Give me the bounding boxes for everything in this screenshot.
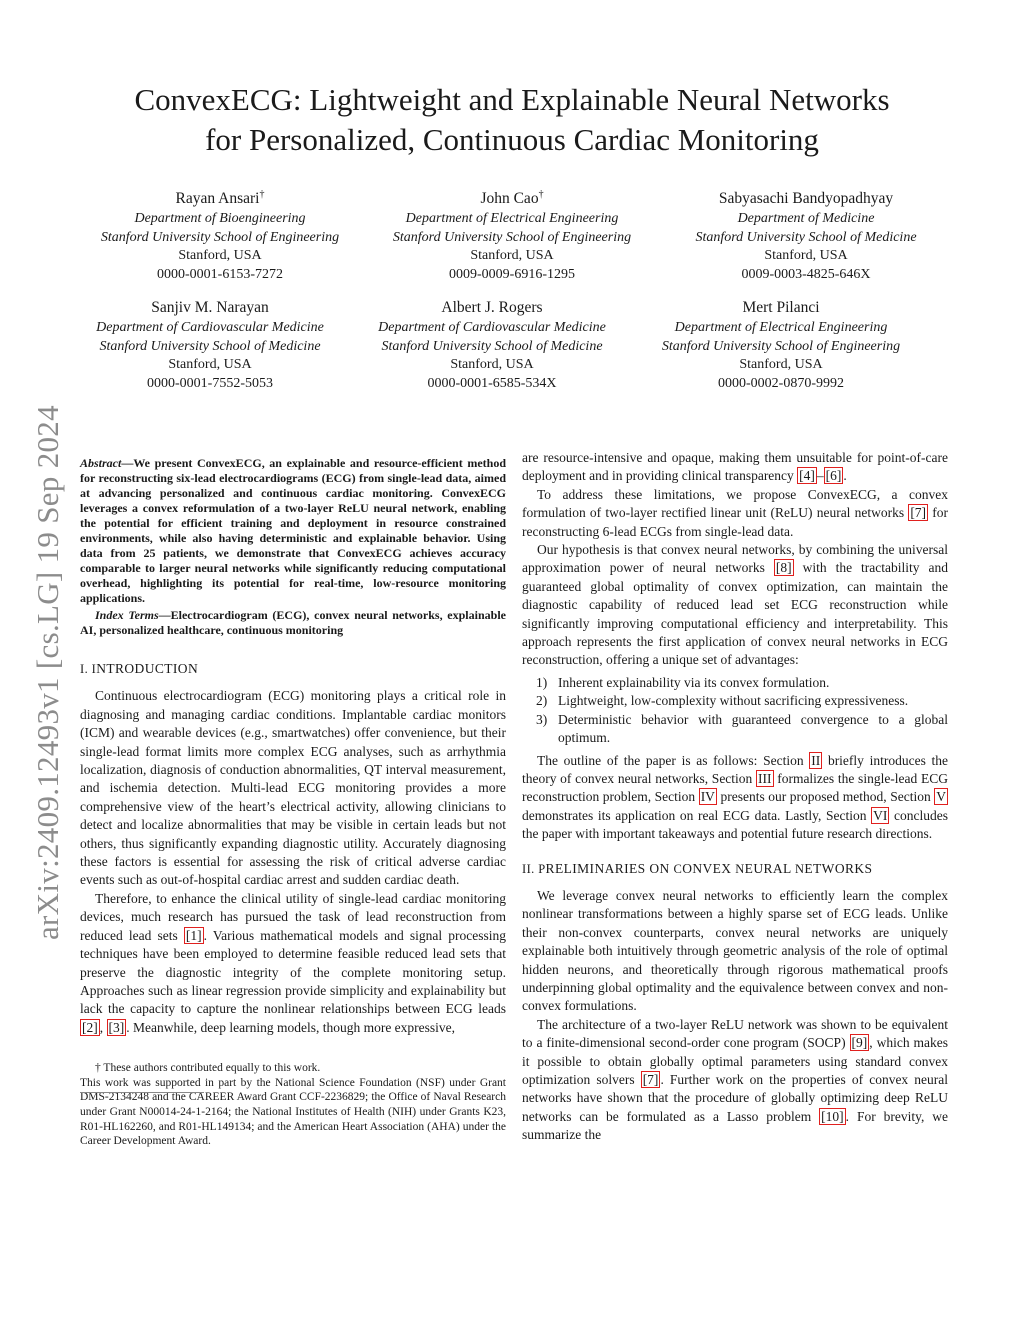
paragraph-text: presents our proposed method, Section bbox=[716, 789, 935, 805]
list-item bbox=[522, 711, 948, 748]
section-link-3[interactable]: III bbox=[758, 770, 772, 786]
author-department: Department of Bioengineering bbox=[134, 211, 306, 227]
title-line-1: ConvexECG: Lightweight and Explainable Neural Networks bbox=[134, 82, 890, 117]
author-location: Stanford, USA bbox=[450, 357, 534, 373]
right-column bbox=[522, 449, 948, 1145]
author-institution: Stanford University School of Medicine bbox=[381, 338, 603, 354]
abstract-label: Abstract bbox=[80, 456, 122, 470]
section-number: II. bbox=[522, 861, 539, 876]
separator: . bbox=[843, 468, 847, 484]
author-name: Mert Pilanci bbox=[742, 299, 820, 316]
author-institution: Stanford University School of Engineering bbox=[392, 229, 632, 245]
section-heading-preliminaries bbox=[522, 860, 948, 878]
author-orcid: 0009-0009-6916-1295 bbox=[449, 266, 575, 282]
paragraph-text: . Meanwhile, deep learning models, though more expressive, bbox=[126, 1019, 456, 1035]
author-location: Stanford, USA bbox=[470, 248, 554, 264]
right-paragraph-3 bbox=[522, 541, 948, 670]
paper-title bbox=[60, 80, 964, 160]
paragraph-text: are resource-intensive and opaque, making them unsuitable for point-of-care deployment and in providing clinical transparency bbox=[522, 450, 948, 484]
author-location: Stanford, USA bbox=[178, 248, 262, 264]
outline-paragraph bbox=[522, 752, 948, 844]
intro-paragraph-2 bbox=[80, 890, 506, 1037]
section-heading-introduction bbox=[80, 660, 506, 678]
title-line-2: for Personalized, Continuous Cardiac Monitoring bbox=[205, 122, 819, 157]
author-card bbox=[631, 297, 931, 393]
section-link-5[interactable]: V bbox=[936, 789, 946, 805]
citation-link-9[interactable]: [9] bbox=[851, 1035, 868, 1051]
paragraph-text: demonstrates its application on real ECG data. Lastly, Section bbox=[522, 807, 872, 823]
intro-paragraph-1: Continuous electrocardiogram (ECG) monitoring plays a critical role in diagnosing and managing cardiac conditions. Implantable cardiac monitors (ICM) and wearable devices (e.g., smartwatches) offer convenience, but their single-lead format limits more complex ECG analyses, such as arrhythmia localization, diagnosis of conduction abnormalities, QT interval measurement, and ischemia detection. Multi-lead ECG monitoring provides a more comprehensive view of the heart’s electrical activity, allowing clinicians to detect and localize abnormalities that may be visible in certain leads but not others, thus significantly expanding diagnostic utility. Accurately diagnosing these factors is essential for assessing the risk of critical adverse cardiac events such as out-of-hospital cardiac arrest and sudden cardiac death. bbox=[80, 688, 506, 888]
heading-initial: N bbox=[794, 861, 805, 876]
left-column bbox=[80, 456, 506, 1149]
paragraph-text: Our hypothesis is that convex neural networks, by combining the universal approximation power of neural networks bbox=[522, 542, 948, 576]
index-terms-text: —Electrocardiogram (ECG), convex neural networks, explainable AI, personalized healthcare, continuous monitoring bbox=[80, 608, 506, 637]
paragraph-text: for reconstructing 6-lead ECGs from single-lead data. bbox=[522, 505, 948, 539]
paragraph-text: Therefore, to enhance the clinical utility of single-lead cardiac monitoring devices, much research has pursued the task of lead reconstruction from reduced lead sets bbox=[80, 890, 506, 943]
list-number: 1) bbox=[536, 674, 548, 690]
paragraph-text: . For brevity, we summarize the bbox=[522, 1108, 948, 1143]
citation-link-2[interactable]: [2] bbox=[82, 1019, 98, 1035]
author-location: Stanford, USA bbox=[739, 357, 823, 373]
footnote-rule bbox=[80, 1092, 204, 1093]
section-link-2[interactable]: II bbox=[811, 752, 821, 768]
list-item bbox=[522, 692, 948, 710]
abstract bbox=[80, 456, 506, 606]
citation-link-8[interactable]: [8] bbox=[775, 560, 792, 576]
heading-initial: C bbox=[673, 861, 683, 876]
heading-initial: P bbox=[538, 861, 546, 876]
right-paragraph-2 bbox=[522, 486, 948, 541]
author-department: Department of Cardiovascular Medicine bbox=[96, 320, 324, 335]
heading-rest: EURAL bbox=[744, 860, 795, 876]
citation-link-10[interactable]: [10] bbox=[821, 1108, 844, 1124]
right-paragraph-1 bbox=[522, 449, 948, 486]
author-name: Albert J. Rogers bbox=[441, 299, 543, 316]
section-link-6[interactable]: VI bbox=[873, 807, 888, 823]
author-department: Department of Electrical Engineering bbox=[674, 320, 888, 335]
author-department: Department of Medicine bbox=[737, 211, 875, 227]
heading-rest: RELIMINARIES ON bbox=[545, 860, 674, 876]
author-name: Sanjiv M. Narayan bbox=[151, 299, 269, 316]
paragraph-text: formalizes the single-lead ECG reconstruction problem, Section bbox=[522, 770, 948, 805]
author-card bbox=[656, 184, 956, 285]
index-terms-label: Index Terms bbox=[95, 608, 159, 622]
author-name: John Cao bbox=[480, 190, 539, 208]
author-location: Stanford, USA bbox=[764, 248, 848, 264]
heading-rest: ETWORKS bbox=[804, 860, 873, 876]
list-text: Deterministic behavior with guaranteed convergence to a global optimum. bbox=[558, 711, 948, 746]
section-link-4[interactable]: IV bbox=[700, 789, 715, 805]
author-orcid: 0000-0002-0870-9992 bbox=[718, 375, 844, 391]
citation-link-7b[interactable]: [7] bbox=[642, 1072, 659, 1087]
author-institution: Stanford University School of Medicine bbox=[695, 229, 917, 245]
paragraph-text: with the tractability and guaranteed global optimality of convex optimization, can maintain the diagnostic capability of reduced lead set ECG reconstruction while significantly improving computational efficiency and interpretability. This approach represents the first application of convex neural networks in ECG reconstruction, offering a unique set of advantages: bbox=[522, 560, 949, 668]
heading-rest: ONVEX bbox=[682, 860, 736, 876]
separator: – bbox=[816, 468, 824, 484]
citation-link-1[interactable]: [1] bbox=[185, 927, 202, 943]
author-card bbox=[70, 184, 370, 285]
author-orcid: 0000-0001-6153-7272 bbox=[157, 266, 283, 282]
author-department: Department of Cardiovascular Medicine bbox=[378, 320, 606, 335]
list-number: 2) bbox=[536, 693, 548, 709]
paragraph-text: concludes the paper with important takeaways and potential future research directions. bbox=[522, 807, 949, 842]
heading-rest: NTRODUCTION bbox=[96, 661, 199, 676]
author-location: Stanford, USA bbox=[168, 357, 252, 373]
citation-link-4[interactable]: [4] bbox=[799, 468, 815, 484]
list-item bbox=[522, 674, 948, 692]
abstract-text: —We present ConvexECG, an explainable and resource-efficient method for reconstructing six-lead electrocardiograms (ECG) from single-lead data, aimed at advancing personalized and continuous cardiac monitoring. ConvexECG leverages a convex reformulation of a two-layer ReLU neural network, enabling the potential for efficient training and deployment in resource constrained environments, while also having deterministic and explainable behavior. Using data from 25 patients, we demonstrate that ConvexECG achieves accuracy comparable to larger neural networks while significantly reducing computational overhead, highlighting its potential for real-time, low-resource monitoring applications. bbox=[80, 456, 506, 605]
author-orcid: 0000-0001-7552-5053 bbox=[147, 375, 273, 391]
list-text: Lightweight, low-complexity without sacrificing expressiveness. bbox=[558, 693, 909, 709]
author-card bbox=[60, 297, 360, 393]
author-card bbox=[342, 297, 642, 393]
heading-initial: N bbox=[735, 861, 745, 876]
author-institution: Stanford University School of Medicine bbox=[99, 338, 321, 354]
list-number: 3) bbox=[536, 711, 548, 727]
equal-contribution-mark: † bbox=[259, 189, 265, 200]
author-institution: Stanford University School of Engineering bbox=[100, 229, 340, 245]
author-orcid: 0009-0003-4825-646X bbox=[741, 266, 871, 282]
preliminaries-paragraph-1: We leverage convex neural networks to efficiently learn the complex nonlinear transformations between a highly sparse set of ECG leads. Unlike their non-convex counterparts, convex neural networks are uniquely explainable both intuitively through geometric analysis of the role of optimal hidden neurons, and theoretically through rigorous mathematical proofs underpinning global optimality and the equivalence between convex and non-convex formulations. bbox=[522, 887, 948, 1014]
section-number: I. bbox=[80, 662, 92, 676]
equal-contribution-mark: † bbox=[538, 189, 544, 200]
footnote-funding: This work was supported in part by the National Science Foundation (NSF) under Grant DMS-2134248 and the CAREER Award Grant CCF-2236829; the Office of Naval Research under Grant N00014-24-1-2164; the National Institutes of Health (NIH) under Grants K23, R01-HL162260, and R01-HL149134; and the American Heart Association (AHA) under the Career Development Award. bbox=[80, 1076, 506, 1148]
separator: , bbox=[99, 1019, 107, 1035]
author-name: Sabyasachi Bandyopadhyay bbox=[718, 190, 894, 208]
author-orcid: 0000-0001-6585-534X bbox=[427, 375, 557, 391]
footnote-equal-contribution: † These authors contributed equally to this work. bbox=[95, 1062, 321, 1075]
paragraph-text: The architecture of a two-layer ReLU network was shown to be equivalent to a finite-dimensional second-order cone program (SOCP) bbox=[522, 1016, 948, 1051]
index-terms bbox=[80, 608, 506, 638]
author-card bbox=[362, 184, 662, 285]
paragraph-text: The outline of the paper is as follows: Section bbox=[537, 752, 810, 768]
paragraph-text: To address these limitations, we propose ConvexECG, a convex formulation of two-layer rectified linear unit (ReLU) neural networks bbox=[522, 486, 948, 521]
author-name: Rayan Ansari bbox=[175, 190, 260, 208]
citation-link-3[interactable]: [3] bbox=[108, 1019, 125, 1035]
heading-initial: I bbox=[91, 662, 97, 676]
paragraph-text: . Various mathematical models and signal processing techniques have been employed to determine feasible reduced lead sets that preserve the diagnostic integrity of the complete monitoring setup. Approaches such as linear regression provide simplicity and explainability but lack the capacity to capture the nonlinear relationships between ECG leads bbox=[80, 927, 506, 1017]
list-text: Inherent explainability via its convex formulation. bbox=[558, 674, 830, 690]
advantages-list bbox=[522, 674, 948, 748]
paragraph-text: , which makes it possible to obtain globally optimal parameters using standard convex optimization solvers bbox=[522, 1035, 949, 1087]
citation-link-6[interactable]: [6] bbox=[825, 468, 842, 484]
author-department: Department of Electrical Engineering bbox=[405, 211, 619, 227]
arxiv-identifier: arXiv:2409.12493v1 [cs.LG] 19 Sep 2024 bbox=[30, 405, 65, 940]
citation-link-7[interactable]: [7] bbox=[910, 505, 927, 521]
preliminaries-paragraph-2 bbox=[522, 1016, 948, 1145]
paragraph-text: briefly introduces the theory of convex neural networks, Section bbox=[522, 752, 948, 786]
author-institution: Stanford University School of Engineering bbox=[661, 338, 901, 354]
paragraph-text: . Further work on the properties of convex neural networks have shown that the procedure of globally optimizing deep ReLU networks can be formulated as a Lasso problem bbox=[522, 1072, 949, 1124]
